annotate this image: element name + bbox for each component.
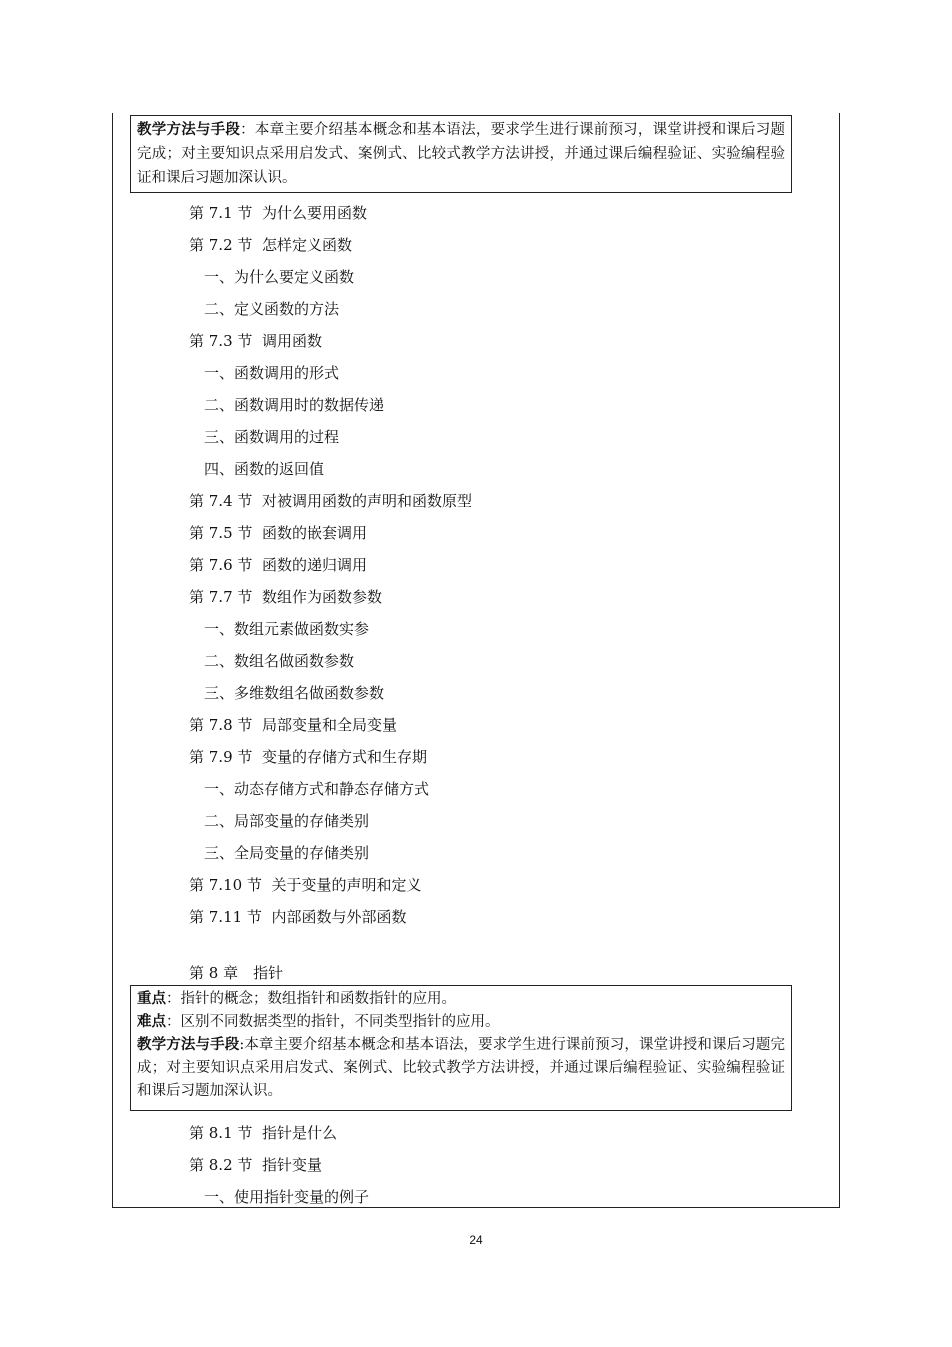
page-number: 24 — [469, 1233, 483, 1247]
section-title: 函数的递归调用 — [261, 556, 367, 574]
section-title: 数组作为函数参数 — [261, 588, 382, 606]
section-number: 第 7.9 节 — [189, 748, 253, 766]
subsection-item: 二、局部变量的存储类别 — [204, 812, 370, 830]
subsection-item: 二、定义函数的方法 — [204, 300, 340, 318]
teaching-method — [137, 1034, 785, 1103]
section-heading — [189, 331, 322, 351]
section-number: 第 7.2 节 — [189, 236, 253, 254]
section-title: 对被调用函数的声明和函数原型 — [261, 492, 472, 510]
subsection-item: 一、为什么要定义函数 — [204, 268, 355, 286]
key-points — [137, 988, 785, 1011]
section-title: 关于变量的声明和定义 — [271, 876, 422, 894]
section-title: 局部变量和全局变量 — [261, 716, 397, 734]
subsection-item: 二、函数调用时的数据传递 — [204, 396, 385, 414]
subsection-item: 一、函数调用的形式 — [204, 364, 340, 382]
section-heading — [189, 587, 382, 607]
section-heading — [189, 555, 367, 575]
section-title: 指针变量 — [261, 1156, 322, 1174]
section-heading — [189, 875, 422, 895]
section-heading — [189, 715, 397, 735]
section-heading — [189, 523, 367, 543]
section-title: 内部函数与外部函数 — [271, 908, 407, 926]
section-title: 为什么要用函数 — [261, 204, 367, 222]
section-title: 函数的嵌套调用 — [261, 524, 367, 542]
section-number: 第 7.11 节 — [189, 908, 262, 926]
method-label: 教学方法与手段 — [137, 122, 241, 138]
section-title: 调用函数 — [261, 332, 322, 350]
section-number: 第 7.3 节 — [189, 332, 253, 350]
subsection-item: 四、函数的返回值 — [204, 460, 325, 478]
section-heading — [189, 1123, 337, 1143]
section-title: 怎样定义函数 — [261, 236, 352, 254]
section-number: 第 8.1 节 — [189, 1124, 253, 1142]
section-heading — [189, 747, 427, 767]
subsection-item: 三、多维数组名做函数参数 — [204, 684, 385, 702]
teaching-method-box — [130, 115, 792, 193]
section-number: 第 7.6 节 — [189, 556, 253, 574]
section-heading — [189, 907, 407, 927]
subsection-item: 一、数组元素做函数实参 — [204, 620, 370, 638]
difficulty-label: 难点 — [137, 1014, 166, 1030]
section-title: 变量的存储方式和生存期 — [261, 748, 427, 766]
difficulty-text: ：区别不同数据类型的指针，不同类型指针的应用。 — [166, 1014, 500, 1030]
key-text: ：指针的概念；数组指针和函数指针的应用。 — [166, 991, 456, 1007]
section-heading — [189, 235, 352, 255]
section-number: 第 7.4 节 — [189, 492, 253, 510]
difficulties — [137, 1011, 785, 1034]
subsection-item: 三、全局变量的存储类别 — [204, 844, 370, 862]
subsection-item: 一、使用指针变量的例子 — [204, 1188, 370, 1206]
subsection-item: 二、数组名做函数参数 — [204, 652, 355, 670]
method-label: 教学方法与手段 — [137, 1037, 240, 1053]
key-label: 重点 — [137, 991, 166, 1007]
method-text: :本章主要介绍基本概念和基本语法，要求学生进行课前预习，课堂讲授和课后习题完成；对主要知识点采用启发式、案例式、比较式教学方法讲授，并通过课后编程验证、实验编程验证和课后习题加深认识。 — [137, 1037, 785, 1099]
subsection-item: 一、动态存储方式和静态存储方式 — [204, 780, 430, 798]
section-heading — [189, 203, 367, 223]
section-title: 指针是什么 — [261, 1124, 337, 1142]
subsection-item: 三、函数调用的过程 — [204, 428, 340, 446]
section-number: 第 7.10 节 — [189, 876, 262, 894]
chapter8-heading: 第 8 章 指针 — [189, 964, 284, 982]
section-number: 第 7.5 节 — [189, 524, 253, 542]
section-number: 第 7.1 节 — [189, 204, 253, 222]
chapter8-summary-box — [130, 985, 792, 1111]
section-heading — [189, 491, 472, 511]
method-text: ：本章主要介绍基本概念和基本语法，要求学生进行课前预习，课堂讲授和课后习题完成；对主要知识点采用启发式、案例式、比较式教学方法讲授，并通过课后编程验证、实验编程验证和课后习题加深认识。 — [137, 122, 786, 186]
section-heading — [189, 1155, 322, 1175]
section-number: 第 7.8 节 — [189, 716, 253, 734]
section-number: 第 8.2 节 — [189, 1156, 253, 1174]
section-number: 第 7.7 节 — [189, 588, 253, 606]
